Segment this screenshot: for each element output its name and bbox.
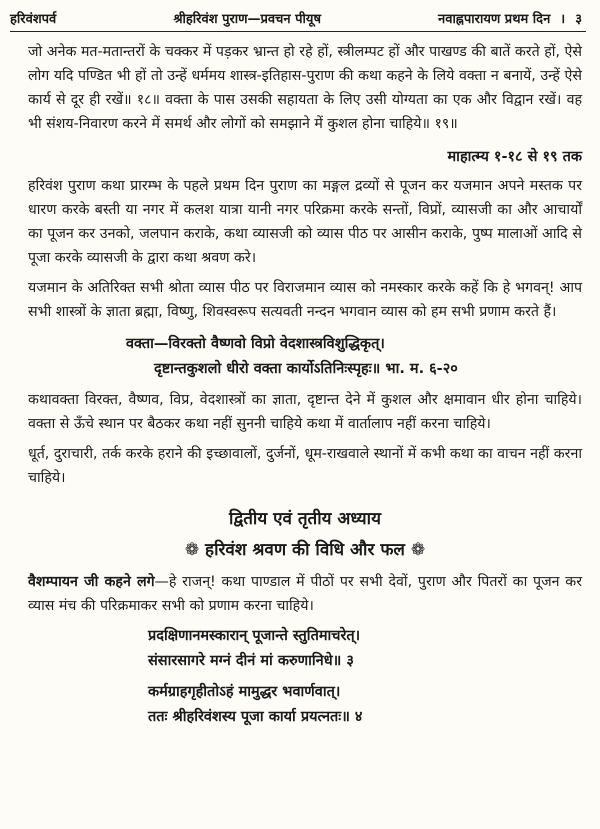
chapter-subtitle: ❁ हरिवंश श्रवण की विधि और फल ❁ bbox=[184, 540, 426, 560]
shloka-block bbox=[28, 624, 582, 730]
header-rule bbox=[10, 31, 586, 32]
paragraph-6 bbox=[28, 570, 582, 618]
paragraph-6-text: —हे राजन्! कथा पाण्डाल में पीठों पर सभी देवों, पुराण और पितरों का पूजन कर व्यास मंच की परिक्रमाकर सभी को प्रणाम करना चाहिये। bbox=[28, 574, 582, 614]
verse-line-1: वक्ता—विरक्तो वैष्णवो विप्रो वेदशास्त्रविशुद्धिकृत्। bbox=[126, 336, 385, 352]
header-right: नवाह्नपारायण प्रथम दिन bbox=[438, 12, 551, 27]
header-center: श्रीहरिवंश पुराण—प्रवचन पीयूष bbox=[173, 12, 321, 27]
paragraph-2: हरिवंश पुराण कथा प्रारम्भ के पहले प्रथम दिन पुराण का मङ्गल द्रव्यों से पूजन कर यजमान अपने मस्तक पर धारण करके बस्ती या नगर में कलश यात्रा यानी नगर परिक्रमा करके सन्तों, विप्रों, व्यासजी का और आचार्यों का पूजन कर उनको, जलपान कराके, कथा व्यासजी को व्यास पीठ पर आसीन कराके, पुष्प मालाओं आदि से पूजा करके व्यासजी के द्वारा कथा श्रवण करे। bbox=[28, 178, 582, 266]
running-header bbox=[10, 6, 582, 30]
paragraph-4: कथावक्ता विरक्त, वैष्णव, विप्र, वेदशास्त्रों का ज्ञाता, दृष्टान्त देने में कुशल और क्षमावान धीर होना चाहिये। वक्ता से ऊँचे स्थान पर बैठकर कथा नहीं सुननी चाहिये कथा में वार्तालाप नहीं करना चाहिये। bbox=[28, 392, 582, 432]
header-right-group bbox=[438, 9, 582, 27]
header-left: हरिवंशपर्व bbox=[10, 12, 57, 27]
verse-line-2: दृष्टान्तकुशलो धीरो वक्ता कार्योऽतिनिःस्पृहः॥ भा. म. ६-२० bbox=[154, 361, 458, 377]
paragraph-1: जो अनेक मत-मतान्तरों के चक्कर में पड़कर भ्रान्त हो रहे हों, स्त्रीलम्पट हों और पाखण्ड की बातें करते हों, ऐसे लोग यदि पण्डित भी हों तो उन्हें धर्ममय शास्त्र-इतिहास-पुराण की कथा कहने के लिये वक्ता न बनायें, उन्हें ऐसे कार्य से दूर ही रखें॥ १८॥ वक्ता के पास उसकी सहायता के लिए उसी योग्यता का एक और विद्वान रखें। वह भी संशय-निवारण करने में समर्थ और लोगों को समझाने में कुशल होना चाहिये॥ १९॥ bbox=[28, 44, 582, 132]
header-separator: । bbox=[560, 12, 566, 27]
shloka-line-2: संसारसागरे मग्नं दीनं मां करुणानिधे॥ ३ bbox=[148, 653, 354, 669]
page-number: ३ bbox=[575, 12, 582, 27]
shloka-line-1: प्रदक्षिणानमस्कारान् पूजान्ते स्तुतिमाचरेत्। bbox=[148, 628, 361, 644]
paragraph-3: यजमान के अतिरिक्त सभी श्रोता व्यास पीठ पर विराजमान व्यास को नमस्कार करके कहें कि हे भगवन्! आप सभी शास्त्रों के ज्ञाता ब्रह्मा, विष्णु, शिवस्वरूप सत्यवती नन्दन भगवान व्यास को हम सभी प्रणाम करते हैं। bbox=[28, 280, 582, 320]
page-body bbox=[28, 40, 582, 730]
shloka-line-4: ततः श्रीहरिवंशस्य पूजा कार्या प्रयत्नतः॥ ४ bbox=[148, 709, 363, 725]
verse-block bbox=[28, 332, 582, 382]
section-title-mahatmya: माहात्म्य १-१८ से १९ तक bbox=[447, 149, 582, 165]
speaker-lead: वैशम्पायन जी कहने लगे bbox=[28, 574, 155, 590]
chapter-title: द्वितीय एवं तृतीय अध्याय bbox=[229, 509, 381, 529]
paragraph-5: धूर्त, दुराचारी, तर्क करके हराने की इच्छावालों, दुर्जनों, धूम-राखवाले स्थानों में कभी कथा का वाचन नहीं करना चाहिये। bbox=[28, 446, 582, 486]
shloka-line-3: कर्मग्राहगृहीतोऽहं मामुद्धर भवार्णवात्। bbox=[148, 684, 341, 700]
